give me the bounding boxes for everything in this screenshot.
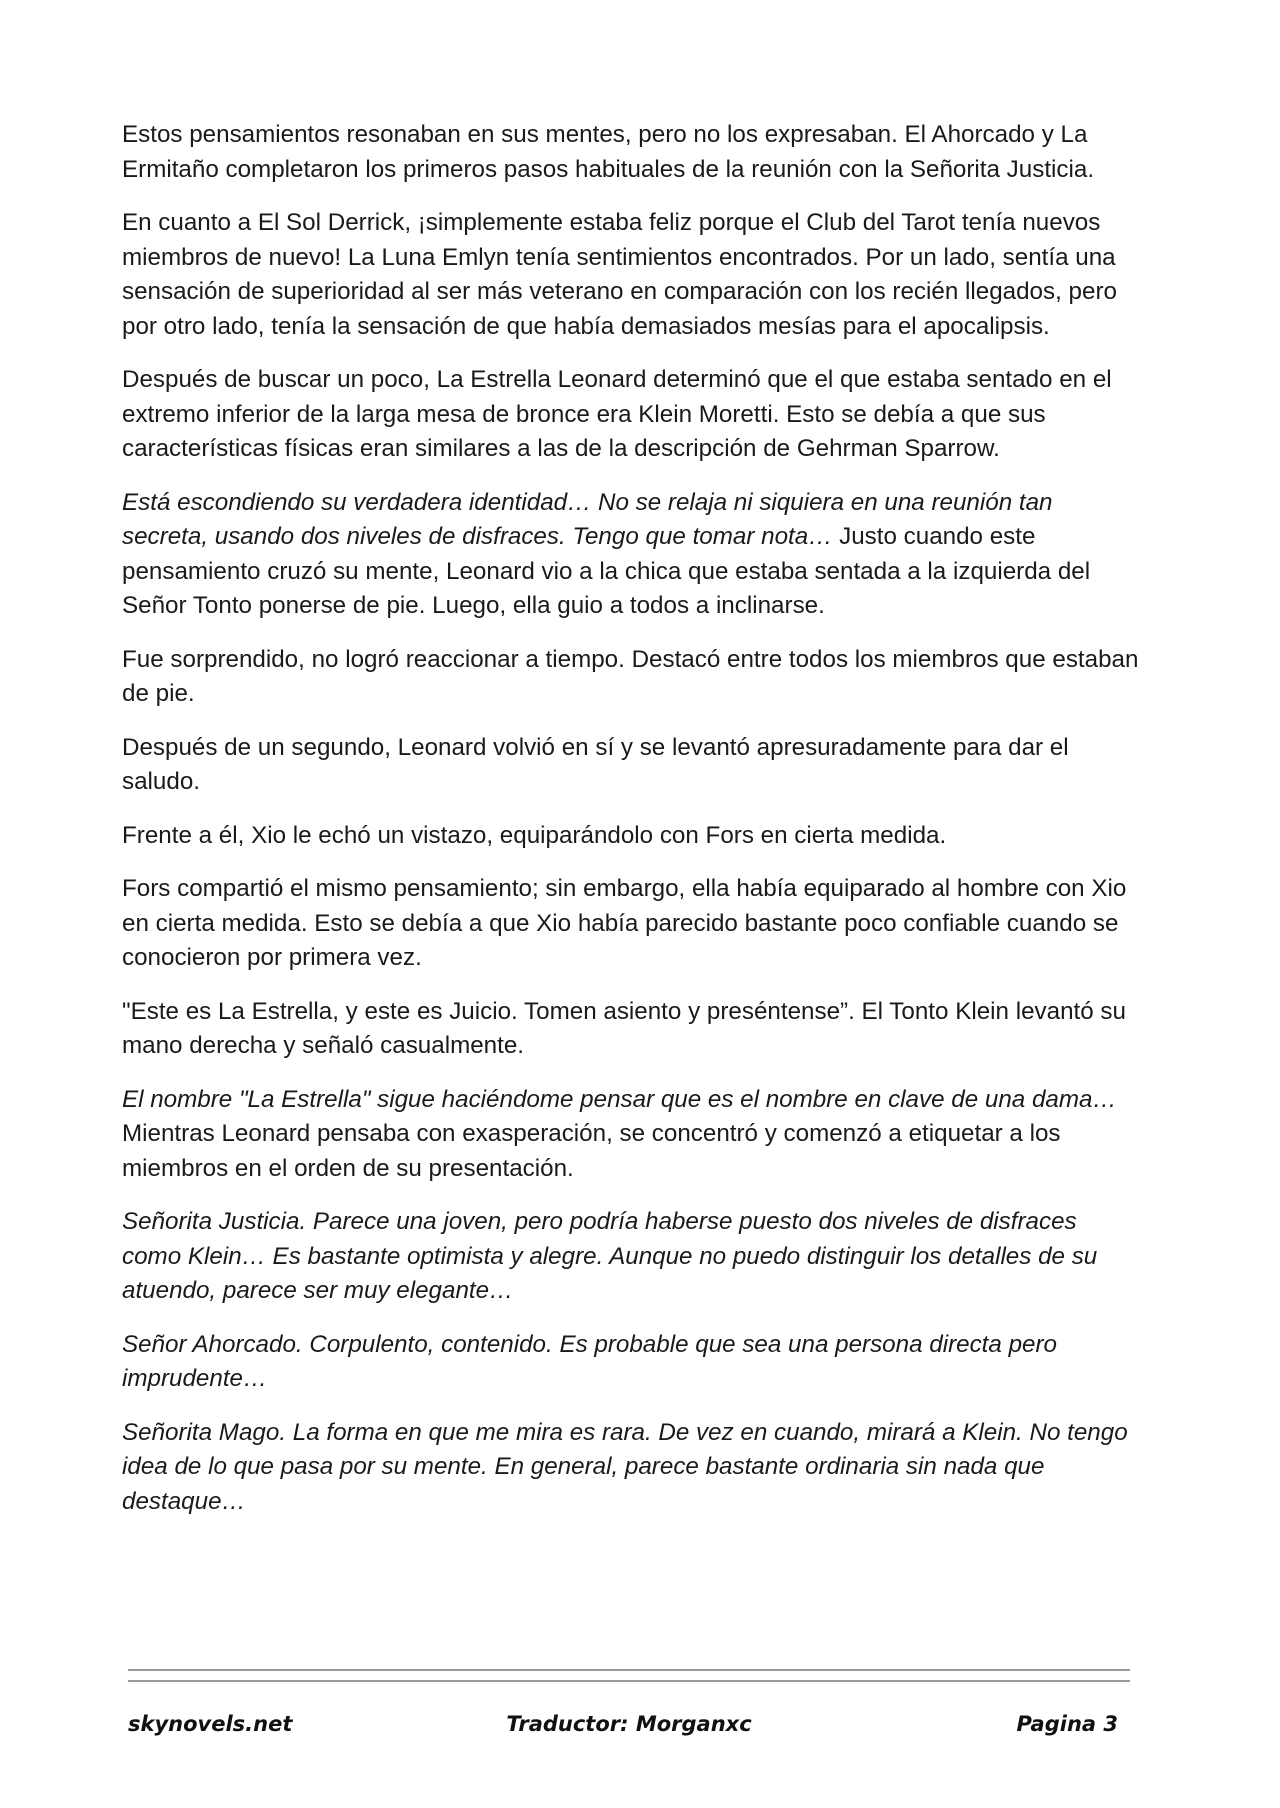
- paragraph-text: Justo cuando este pensamiento cruzó su mente, Leonard vio a la chica que estaba sentada a la izquierda del Señor Tonto ponerse de pie. Luego, ella guio a todos a inclinarse.: [122, 523, 1091, 619]
- paragraph-text: En cuanto a El Sol Derrick, ¡simplemente estaba feliz porque el Club del Tarot tenía nuevos miembros de nuevo! La Luna Emlyn tenía sentimientos encontrados. Por un lado, sentía una sensación de superioridad al ser más veterano en comparación con los recién llegados, pero por otro lado, tenía la sensación de que había demasiados mesías para el apocalipsis.: [122, 209, 1117, 340]
- paragraph: [122, 486, 1142, 624]
- footer-translator: Traductor: Morganxc: [506, 1712, 752, 1736]
- paragraph-thought-text: Señor Ahorcado. Corpulento, contenido. Es probable que sea una persona directa pero imprudente…: [122, 1330, 1057, 1392]
- paragraph-text: Estos pensamientos resonaban en sus mentes, pero no los expresaban. El Ahorcado y La Ermitaño completaron los primeros pasos habituales de la reunión con la Señorita Justicia.: [122, 121, 1095, 183]
- paragraph-text: Fue sorprendido, no logró reaccionar a tiempo. Destacó entre todos los miembros que estaban de pie.: [122, 645, 1139, 707]
- paragraph: [122, 731, 1142, 800]
- paragraph-text: Frente a él, Xio le echó un vistazo, equiparándolo con Fors en cierta medida.: [122, 821, 947, 849]
- paragraph-thought-text: El nombre "La Estrella" sigue haciéndome pensar que es el nombre en clave de una dama…: [122, 1085, 1117, 1113]
- footer-divider-top: [128, 1669, 1130, 1671]
- paragraph: [122, 643, 1142, 712]
- paragraph: [122, 363, 1142, 467]
- paragraph: [122, 1205, 1142, 1309]
- paragraph: [122, 1083, 1142, 1187]
- page-footer: [128, 1712, 1130, 1752]
- paragraph: [122, 118, 1142, 187]
- paragraph-text: Fors compartió el mismo pensamiento; sin embargo, ella había equiparado al hombre con Xio en cierta medida. Esto se debía a que Xio había parecido bastante poco confiable cuando se conocieron por primera vez.: [122, 875, 1127, 971]
- paragraph-text: "Este es La Estrella, y este es Juicio. Tomen asiento y preséntense”. El Tonto Klein levantó su mano derecha y señaló casualmente.: [122, 997, 1126, 1059]
- footer-page-number: Pagina 3: [1016, 1712, 1118, 1736]
- paragraph-text: Después de un segundo, Leonard volvió en sí y se levantó apresuradamente para dar el saludo.: [122, 733, 1069, 795]
- paragraph: [122, 206, 1142, 344]
- paragraph: [122, 995, 1142, 1064]
- paragraph-text: Mientras Leonard pensaba con exasperación, se concentró y comenzó a etiquetar a los miembros en el orden de su presentación.: [122, 1120, 1061, 1182]
- paragraph-text: Después de buscar un poco, La Estrella Leonard determinó que el que estaba sentado en el extremo inferior de la larga mesa de bronce era Klein Moretti. Esto se debía a que sus características físicas eran similares a las de la descripción de Gehrman Sparrow.: [122, 366, 1112, 462]
- paragraph: [122, 872, 1142, 976]
- paragraph: [122, 1328, 1142, 1397]
- footer-site: skynovels.net: [128, 1712, 293, 1736]
- paragraph: [122, 819, 1142, 854]
- paragraph-thought-text: Señorita Justicia. Parece una joven, pero podría haberse puesto dos niveles de disfraces como Klein… Es bastante optimista y alegre. Aunque no puedo distinguir los detalles de su atuendo, parece ser muy elegante…: [122, 1208, 1098, 1304]
- footer-divider-bottom: [128, 1680, 1130, 1682]
- paragraph-thought-text: Señorita Mago. La forma en que me mira es rara. De vez en cuando, mirará a Klein. No tengo idea de lo que pasa por su mente. En general, parece bastante ordinaria sin nada que destaque…: [122, 1418, 1128, 1515]
- paragraph-thought-text: Está escondiendo su verdadera identidad… No se relaja ni siquiera en una reunión tan secreta, usando dos niveles de disfraces. Tengo que tomar nota…: [122, 488, 1053, 550]
- body-text: [122, 118, 1142, 1538]
- paragraph: [122, 1416, 1142, 1520]
